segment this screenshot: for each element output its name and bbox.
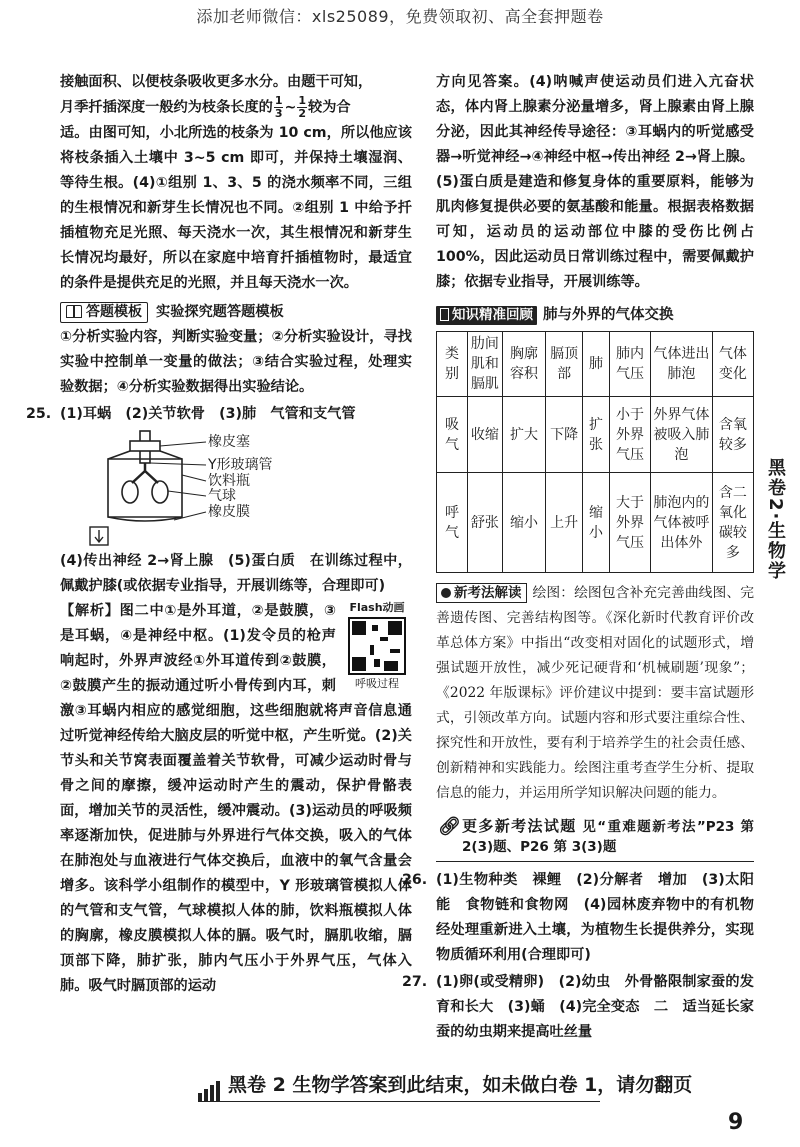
question-25 xyxy=(26,402,412,427)
table-header: 膈顶部 xyxy=(546,332,583,397)
template-body: ①分析实验内容，判断实验变量；②分析实验设计，寻找实验中控制单一变量的做法；③结合实验过程，处理实验数据；④分析实验数据得出实验结论。 xyxy=(60,328,412,395)
table-cell: 收缩 xyxy=(467,397,502,473)
table-cell: 呼气 xyxy=(437,473,468,573)
question-25-number: 25. xyxy=(26,405,52,422)
question-26-number: 26. xyxy=(402,872,428,888)
question-27-number: 27. xyxy=(402,974,428,990)
interpretation-block xyxy=(436,581,754,806)
left-para-1b-pre: 月季扦插深度一般约为枝条长度的 xyxy=(60,99,273,116)
table-cell: 舒张 xyxy=(467,473,502,573)
table-header: 类别 xyxy=(437,332,468,397)
tilde: ~ xyxy=(284,99,297,116)
table-cell: 下降 xyxy=(546,397,583,473)
question-25-line-1: (1)耳蜗 (2)关节软骨 (3)肺 气管和支气管 xyxy=(60,405,356,422)
table-header-row xyxy=(437,332,754,397)
template-tag: 答题模板 xyxy=(60,302,148,323)
table-cell: 扩大 xyxy=(502,397,545,473)
table-header: 气体变化 xyxy=(712,332,753,397)
label-balloon: 气球 xyxy=(208,487,236,504)
left-para-1b xyxy=(60,95,412,121)
analysis-label: 【解析】 xyxy=(60,602,120,619)
more-divider xyxy=(436,861,754,862)
table-cell: 大于外界气压 xyxy=(609,473,650,573)
more-questions-title: 更多新考法试题 xyxy=(462,817,577,835)
table-row xyxy=(437,397,754,473)
analysis-block xyxy=(60,599,412,999)
label-y-tube: Y形玻璃管 xyxy=(208,456,273,473)
qr-caption: 呼吸过程 xyxy=(355,676,399,690)
left-para-1c: 适。由图可知，小北所选的枝条为 10 cm，所以他应该将枝条插入土壤中 3~5 cm 即可，并保持土壤湿润、等待生根。(4)①组别 1、3、5 的浇水频率不同，三组的生根情况和新芽生长情况也不同。②组别 1 中给予扦插植物充足光照、每天浇水一次，其生根情况和新芽生长情况均最好，所以在家庭中培育扦插植物时，最适宜的条件是提供充足的光照，并且每天浇水一次。 xyxy=(60,124,412,291)
question-27-body: (1)卵(或受精卵) (2)幼虫 外骨骼限制家蚕的发育和长大 (3)蛹 (4)完全变态 二 适当延长家蚕的幼虫期来提高吐丝量 xyxy=(436,974,754,1040)
left-para-1a: 接触面积、以便枝条吸收更多水分。由题干可知， xyxy=(60,74,373,90)
table-cell: 含二氧化碳较多 xyxy=(712,473,753,573)
book-icon xyxy=(66,305,82,318)
interpretation-body: 绘图：绘图包含补充完善曲线图、完善遗传图、完善结构图等。《深化新时代教育评价改革总体方案》中指出“改变相对固化的试题形式，增强试题开放性，减少死记硬背和‘机械刷题’现象”；《2022 年版课标》评价建议中提到：要丰富试题形式，引领改革方向。试题内容和形式要注重综合性、探究性和开放性，要有利于培养学生的社会责任感、创新精神和实践能力。绘图注重考查学生分析、提取信息的能力，并运用所学知识解决问题的能力。 xyxy=(436,585,754,801)
qr-title: Flash动画 xyxy=(349,600,405,614)
side-section-tab: 黑卷2·生物学 xyxy=(765,458,786,582)
table-header: 肺内气压 xyxy=(609,332,650,397)
knowledge-heading xyxy=(436,303,754,327)
footer-divider xyxy=(198,1101,600,1102)
qr-code-icon[interactable] xyxy=(348,617,406,675)
table-cell: 肺泡内的气体被呼出体外 xyxy=(651,473,713,573)
table-cell: 外界气体被吸入肺泡 xyxy=(651,397,713,473)
table-cell: 缩小 xyxy=(583,473,610,573)
table-cell: 上升 xyxy=(546,473,583,573)
footer-text: 黑卷 2 生物学答案到此结束，如未做白卷 1，请勿翻页 xyxy=(228,1074,693,1096)
table-cell: 缩小 xyxy=(502,473,545,573)
left-para-1b-post: 较为合 xyxy=(308,99,351,116)
label-bottle: 饮料瓶 xyxy=(208,472,250,489)
bars-icon xyxy=(198,1075,222,1101)
gas-exchange-table xyxy=(436,331,754,573)
table-cell: 吸气 xyxy=(437,397,468,473)
more-questions-row[interactable] xyxy=(436,816,754,857)
table-header: 肺 xyxy=(583,332,610,397)
table-header: 胸廓容积 xyxy=(502,332,545,397)
fraction-one-third: $\frac{1}{3}$ xyxy=(274,94,283,120)
table-row xyxy=(437,473,754,573)
bracket-icon xyxy=(440,308,449,321)
table-cell: 小于外界气压 xyxy=(609,397,650,473)
table-cell: 含氧较多 xyxy=(712,397,753,473)
link-icon: 🔗︎ xyxy=(438,816,461,837)
watermark-text: 添加老师微信：xls25089，免费领取初、高全套押题卷 xyxy=(196,7,604,26)
model-drawing xyxy=(88,429,208,547)
table-cell: 扩张 xyxy=(583,397,610,473)
label-rubber-stopper: 橡皮塞 xyxy=(208,433,250,450)
question-26-body: (1)生物种类 裸鲤 (2)分解者 增加 (3)太阳能 食物链和食物网 (4)园林废弃物中的有机物经处理重新进入土壤，为植物生长提供养分，实现物质循环利用(合理即可) xyxy=(436,872,754,963)
template-heading xyxy=(60,300,412,325)
template-title: 实验探究题答题模板 xyxy=(156,303,284,320)
left-column xyxy=(26,70,412,999)
footer-notice xyxy=(198,1072,692,1101)
question-26 xyxy=(402,868,754,968)
respiration-model-diagram xyxy=(88,429,412,547)
right-column xyxy=(402,70,754,1045)
question-27 xyxy=(402,970,754,1045)
table-header: 气体进出肺泡 xyxy=(651,332,713,397)
more-questions-ref: 见“重难题新考法”P23 第 2(3)题、P26 第 3(3)题 xyxy=(462,819,754,855)
right-para-1: 方向见答案。(4)呐喊声使运动员们进入亢奋状态，体内肾上腺素分泌量增多，肾上腺素由肾上腺分泌，因此其神经传导途径：③耳蜗内的听觉感受器→听觉神经→④神经中枢→传出神经 2→肾上腺。(5)蛋白质是建造和修复身体的重要原料，能够为肌肉修复提供必要的氨基酸和能量。根据表格数据可知，运动员的运动部位中膝的受伤比例占 100%，因此运动员日常训练过程中，需要佩戴护膝；依据专业指导，开展训练等。 xyxy=(436,74,754,290)
fraction-one-half: $\frac{1}{2}$ xyxy=(298,94,307,120)
interpretation-tag: 新考法解读 xyxy=(436,583,527,603)
knowledge-tag: 知识精准回顾 xyxy=(436,306,537,325)
qr-code-block[interactable] xyxy=(342,601,412,691)
page-number: 9 xyxy=(728,1110,744,1135)
question-25-line-2: (4)传出神经 2→肾上腺 (5)蛋白质 在训练过程中，佩戴护膝(或依据专业指导，开展训练等，合理即可) xyxy=(60,552,412,594)
knowledge-title: 肺与外界的气体交换 xyxy=(543,307,674,323)
analysis-body: 图二中①是外耳道，②是鼓膜，③是耳蜗，④是神经中枢。(1)发令员的枪声响起时，外界声波经①外耳道传到②鼓膜，②鼓膜产生的振动通过听小骨传到内耳，刺激③耳蜗内相应的感觉细胞，这些细胞就将声音信息通过听觉神经传给大脑皮层的听觉中枢，产生听觉。(2)关节头和关节窝表面覆盖着关节软骨，可减少运动时骨与骨之间的摩擦，缓冲运动时产生的震动，保护骨骼表面，增加关节的灵活性，缓冲震动。(3)运动员的呼吸频率逐渐加快，促进肺与外界进行气体交换，吸入的气体在肺泡处与血液进行气体交换后，血液中的氧气含量会增多。该科学小组制作的模型中，Y 形玻璃管模拟人体的气管和支气管，气球模拟人体的肺，饮料瓶模拟人体的胸廓，橡皮膜模拟人体的膈。吸气时，膈肌收缩，膈顶部下降，肺扩张，肺内气压小于外界气压，气体入肺。吸气时膈顶部的运动 xyxy=(60,602,412,994)
label-rubber-membrane: 橡皮膜 xyxy=(208,503,250,520)
pin-icon xyxy=(441,588,451,598)
table-header: 肋间肌和膈肌 xyxy=(467,332,502,397)
